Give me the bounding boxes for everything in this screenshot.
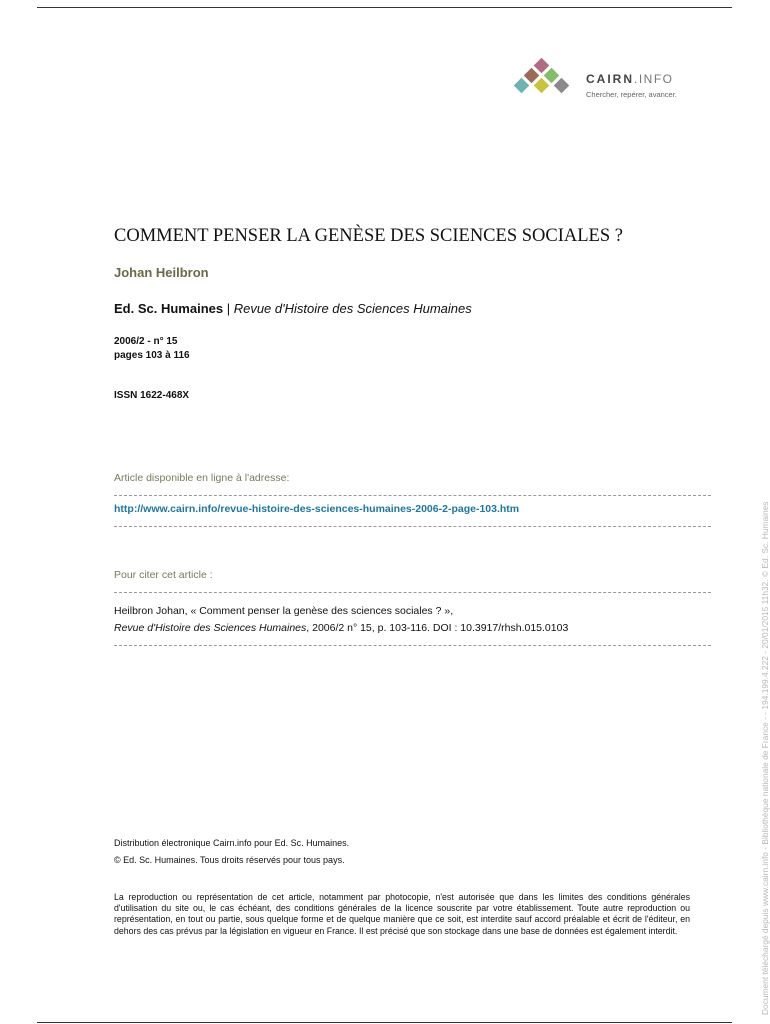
bottom-rule [37,1022,732,1023]
issue-info [114,335,190,363]
logo-tagline: Chercher, repérer, avancer. [586,90,677,99]
cairn-logo[interactable] [512,60,712,104]
journal-separator: | [223,301,234,316]
copyright-note: © Ed. Sc. Humaines. Tous droits réservés pour tous pays. [114,855,345,865]
citation-journal: Revue d'Histoire des Sciences Humaines [114,622,307,634]
download-watermark: Document téléchargé depuis www.cairn.info - Bibliothèque nationale de France - - 194.199.4.222 - 20/01/2015 11h32. © Ed. Sc. Humaines [760,501,770,1015]
divider [114,495,711,496]
top-rule [37,7,732,8]
distribution-note: Distribution électronique Cairn.info pour Ed. Sc. Humaines. [114,838,350,848]
logo-brand-suffix: .INFO [634,72,674,86]
logo-wordmark [586,72,674,86]
issn: ISSN 1622-468X [114,390,190,401]
journal-line [114,301,472,316]
online-label: Article disponible en ligne à l'adresse: [114,472,290,484]
article-url-link[interactable]: http://www.cairn.info/revue-histoire-des-sciences-humaines-2006-2-page-103.htm [114,503,520,515]
legal-notice: La reproduction ou représentation de cet article, notamment par photocopie, n'est autorisée que dans les limites des conditions générales d'utilisation du site ou, le cas échéant, des conditions générales de la licence souscrite par votre établissement. Toute autre reproduction ou représentation, en tout ou partie, sous quelque forme et de quelque manière que ce soit, est interdite sauf accord préalable et écrit de l'éditeur, en dehors des cas prévus par la législation en vigueur en France. Il est précisé que son stockage dans une base de données est également interdit. [114,892,690,936]
citation-line-2 [114,622,568,634]
divider [114,645,711,646]
cairn-diamonds-icon [512,60,582,104]
issue-number: 2006/2 - n° 15 [114,336,178,347]
divider [114,526,711,527]
article-author[interactable]: Johan Heilbron [114,265,209,280]
journal-name[interactable]: Revue d'Histoire des Sciences Humaines [233,301,472,316]
publisher-name[interactable]: Ed. Sc. Humaines [114,301,224,316]
cite-label: Pour citer cet article : [114,569,213,581]
logo-brand: CAIRN [586,72,634,86]
citation-details: , 2006/2 n° 15, p. 103-116. DOI : 10.3917/rhsh.015.0103 [306,622,569,634]
article-title: COMMENT PENSER LA GENÈSE DES SCIENCES SOCIALES ? [114,226,623,246]
divider [114,592,711,593]
issue-pages: pages 103 à 116 [114,350,190,361]
citation-line-1: Heilbron Johan, « Comment penser la genèse des sciences sociales ? », [114,605,454,617]
